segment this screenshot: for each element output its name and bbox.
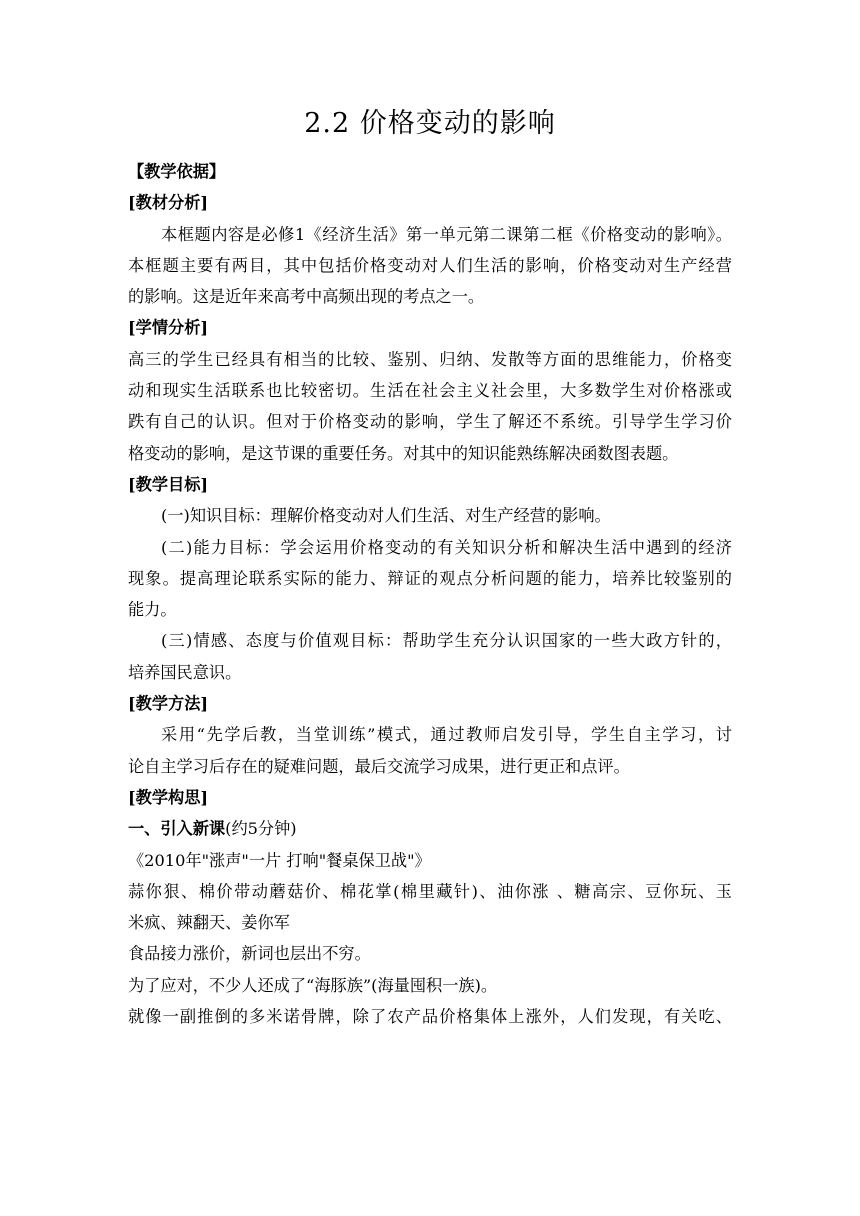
line-text: 跌有自己的认识。但对于价格变动的影响，学生了解还不系统。引导学生学习价 [128,412,732,432]
line-text: 培养国民意识。 [128,662,242,682]
paragraph-line [128,377,732,405]
line-text: 高三的学生已经具有相当的比较、鉴别、归纳、发散等方面的思维能力，价格变 [128,349,732,369]
line-text: 格变动的影响，是这节课的重要任务。对其中的知识能熟练解决函数图表题。 [128,443,679,463]
line-text: 米疯、辣翻天、姜你军 [128,913,290,933]
paragraph-line [128,721,732,749]
paragraph-line [128,534,732,562]
paragraph-line [128,940,732,968]
paragraph-line [128,440,732,468]
paragraph-line [128,252,732,280]
line-text: (二)能力目标：学会运用价格变动的有关知识分析和解决生活中遇到的经济 [161,537,732,557]
paragraph-line [128,346,732,374]
section-heading [128,815,732,843]
heading-text: [教学目标] [128,474,209,494]
paragraph-line [128,909,732,937]
section-heading [128,314,732,342]
section-heading [128,690,732,718]
document-title: 2.2 价格变动的影响 [304,108,556,139]
line-text: 为了应对，不少人还成了“海豚族”(海量囤积一族)。 [128,975,498,995]
paragraph-line [128,1003,732,1031]
heading-text: [学情分析] [128,318,209,338]
line-text: 食品接力涨价，新词也层出不穷。 [128,944,371,964]
line-text: 本框题主要有两目，其中包括价格变动对人们生活的影响，价格变动对生产经营 [128,255,732,275]
heading-text: [教学方法] [128,694,209,714]
document-body [128,158,732,1034]
line-text: 蒜你狠、棉价带动蘑菇价、棉花掌(棉里藏针)、油你涨 、糖高宗、豆你玩、玉 [128,881,732,901]
section-heading [128,471,732,499]
paragraph-line [128,878,732,906]
heading-note: (约5分钟) [225,819,297,839]
line-text: 现象。提高理论联系实际的能力、辩证的观点分析问题的能力，培养比较鉴别的 [128,568,732,588]
paragraph-line [128,596,732,624]
line-text: 本框题内容是必修1《经济生活》第一单元第二课第二框《价格变动的影响》。 [161,224,732,244]
paragraph-line [128,565,732,593]
line-text: (一)知识目标：理解价格变动对人们生活、对生产经营的影响。 [161,506,611,526]
section-heading [128,784,732,812]
paragraph-line [128,502,732,530]
paragraph-line [128,659,732,687]
paragraph-line [128,847,732,875]
heading-text: [教材分析] [128,193,209,213]
paragraph-line [128,408,732,436]
paragraph-line [128,283,732,311]
paragraph-line [128,221,732,249]
paragraph-line [128,972,732,1000]
paragraph-line [128,753,732,781]
line-text: 能力。 [128,600,177,620]
line-text: 就像一副推倒的多米诺骨牌，除了农产品价格集体上涨外，人们发现，有关吃、 [128,1007,732,1027]
line-text: 采用“先学后教，当堂训练”模式，通过教师启发引导，学生自主学习，讨 [161,725,732,745]
section-heading [128,158,732,186]
line-text: 的影响。这是近年来高考中高频出现的考点之一。 [128,287,485,307]
line-text: (三)情感、态度与价值观目标：帮助学生充分认识国家的一些大政方针的， [161,631,732,651]
heading-text: 一、引入新课 [128,819,226,839]
section-heading [128,189,732,217]
line-text: 动和现实生活联系也比较密切。生活在社会主义社会里，大多数学生对价格涨或 [128,381,732,401]
heading-text: [教学构思] [128,787,209,807]
heading-text: 【教学依据】 [128,162,226,181]
paragraph-line [128,627,732,655]
line-text: 论自主学习后存在的疑难问题，最后交流学习成果，进行更正和点评。 [128,756,630,776]
line-text: 《2010年"涨声"一片 打响"餐桌保卫战"》 [128,850,431,870]
